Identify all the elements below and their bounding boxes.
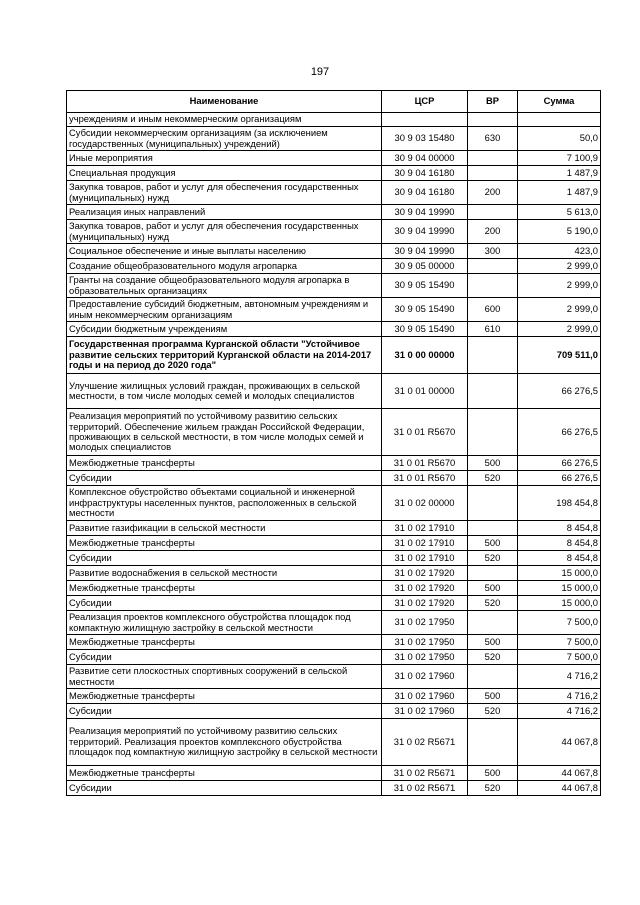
table-row bbox=[67, 566, 601, 581]
cell-name: Субсидии bbox=[67, 650, 382, 665]
cell-name: Субсидии bbox=[67, 596, 382, 611]
cell-sum: 4 716,2 bbox=[518, 665, 601, 689]
cell-sum: 7 500,0 bbox=[518, 611, 601, 635]
cell-name: Межбюджетные трансферты bbox=[67, 581, 382, 596]
cell-name: Государственная программа Курганской области "Устойчивое развитие сельских территорий Курганской области на 2014-2017 годы и на период до 2020 года" bbox=[67, 337, 382, 374]
table-row bbox=[67, 220, 601, 244]
table-row bbox=[67, 704, 601, 719]
cell-vr bbox=[468, 337, 518, 374]
cell-vr: 520 bbox=[468, 704, 518, 719]
cell-vr bbox=[468, 205, 518, 220]
cell-csr: 31 0 02 17920 bbox=[382, 581, 468, 596]
cell-sum: 66 276,5 bbox=[518, 471, 601, 486]
cell-csr: 30 9 04 19990 bbox=[382, 205, 468, 220]
table-row bbox=[67, 689, 601, 704]
cell-name: Реализация мероприятий по устойчивому развитию сельских территорий. Обеспечение жильем граждан Российской Федерации, проживающих в сельской местности, в том числе молодых семей и молодых специалистов bbox=[67, 409, 382, 456]
cell-vr: 500 bbox=[468, 581, 518, 596]
cell-csr: 30 9 05 15490 bbox=[382, 322, 468, 337]
table-header-row bbox=[67, 91, 601, 113]
cell-sum: 15 000,0 bbox=[518, 581, 601, 596]
cell-sum: 423,0 bbox=[518, 244, 601, 259]
cell-csr: 31 0 01 00000 bbox=[382, 374, 468, 409]
cell-vr bbox=[468, 374, 518, 409]
cell-csr: 30 9 05 15490 bbox=[382, 274, 468, 298]
table-row bbox=[67, 259, 601, 274]
table-row bbox=[67, 322, 601, 337]
cell-vr bbox=[468, 486, 518, 521]
table-row bbox=[67, 665, 601, 689]
cell-name: Закупка товаров, работ и услуг для обеспечения государственных (муниципальных) нужд bbox=[67, 181, 382, 205]
cell-vr: 520 bbox=[468, 471, 518, 486]
cell-csr: 31 0 02 00000 bbox=[382, 486, 468, 521]
cell-name: Предоставление субсидий бюджетным, автономным учреждениям и иным некоммерческим организациям bbox=[67, 298, 382, 322]
cell-name: Межбюджетные трансферты bbox=[67, 766, 382, 781]
cell-sum: 50,0 bbox=[518, 127, 601, 151]
cell-vr bbox=[468, 409, 518, 456]
cell-vr: 630 bbox=[468, 127, 518, 151]
cell-sum: 1 487,9 bbox=[518, 166, 601, 181]
header-sum: Сумма bbox=[518, 91, 601, 113]
cell-name: Субсидии bbox=[67, 781, 382, 796]
cell-name: Комплексное обустройство объектами социальной и инженерной инфраструктуры населенных пунктов, расположенных в сельской местности bbox=[67, 486, 382, 521]
cell-name: Реализация мероприятий по устойчивому развитию сельских территорий. Реализация проектов комплексного обустройства площадок под компактную жилищную застройку в сельской местности bbox=[67, 719, 382, 766]
cell-name: Субсидии bbox=[67, 471, 382, 486]
cell-csr: 31 0 02 R5671 bbox=[382, 719, 468, 766]
cell-sum: 8 454,8 bbox=[518, 536, 601, 551]
budget-table bbox=[66, 90, 601, 796]
cell-sum: 15 000,0 bbox=[518, 596, 601, 611]
table-row bbox=[67, 611, 601, 635]
table-row bbox=[67, 719, 601, 766]
cell-csr: 31 0 01 R5670 bbox=[382, 471, 468, 486]
table-row bbox=[67, 274, 601, 298]
cell-csr: 30 9 04 19990 bbox=[382, 244, 468, 259]
cell-sum: 44 067,8 bbox=[518, 766, 601, 781]
cell-name: Развитие водоснабжения в сельской местности bbox=[67, 566, 382, 581]
cell-sum: 15 000,0 bbox=[518, 566, 601, 581]
table-row bbox=[67, 596, 601, 611]
cell-csr: 31 0 02 17920 bbox=[382, 596, 468, 611]
table-row bbox=[67, 471, 601, 486]
cell-name: Межбюджетные трансферты bbox=[67, 689, 382, 704]
cell-vr bbox=[468, 259, 518, 274]
cell-name: Гранты на создание общеобразовательного модуля агропарка в образовательных организациях bbox=[67, 274, 382, 298]
cell-name: Субсидии некоммерческим организациям (за исключением государственных (муниципальных) учреждений) bbox=[67, 127, 382, 151]
cell-vr bbox=[468, 665, 518, 689]
table-row bbox=[67, 374, 601, 409]
cell-csr: 31 0 00 00000 bbox=[382, 337, 468, 374]
cell-csr: 30 9 03 15480 bbox=[382, 127, 468, 151]
header-name: Наименование bbox=[67, 91, 382, 113]
cell-vr: 520 bbox=[468, 596, 518, 611]
cell-csr: 31 0 02 R5671 bbox=[382, 766, 468, 781]
cell-csr: 31 0 02 17920 bbox=[382, 566, 468, 581]
cell-sum: 8 454,8 bbox=[518, 551, 601, 566]
cell-vr bbox=[468, 166, 518, 181]
cell-name: Создание общеобразовательного модуля агропарка bbox=[67, 259, 382, 274]
cell-vr: 600 bbox=[468, 298, 518, 322]
cell-csr: 31 0 02 17950 bbox=[382, 611, 468, 635]
cell-sum: 5 190,0 bbox=[518, 220, 601, 244]
cell-sum: 66 276,5 bbox=[518, 409, 601, 456]
cell-vr bbox=[468, 566, 518, 581]
table-row bbox=[67, 650, 601, 665]
cell-vr bbox=[468, 521, 518, 536]
cell-sum: 7 100,9 bbox=[518, 151, 601, 166]
cell-sum: 2 999,0 bbox=[518, 322, 601, 337]
table-row bbox=[67, 581, 601, 596]
table-row bbox=[67, 181, 601, 205]
cell-name: Иные мероприятия bbox=[67, 151, 382, 166]
cell-vr: 520 bbox=[468, 650, 518, 665]
cell-vr: 500 bbox=[468, 536, 518, 551]
cell-vr: 520 bbox=[468, 781, 518, 796]
cell-csr: 31 0 02 17910 bbox=[382, 536, 468, 551]
cell-name: Развитие сети плоскостных спортивных сооружений в сельской местности bbox=[67, 665, 382, 689]
cell-sum: 44 067,8 bbox=[518, 781, 601, 796]
cell-vr: 500 bbox=[468, 456, 518, 471]
page-number: 197 bbox=[310, 66, 330, 78]
cell-csr bbox=[382, 113, 468, 127]
table-row bbox=[67, 127, 601, 151]
cell-csr: 31 0 02 17950 bbox=[382, 650, 468, 665]
cell-name: Межбюджетные трансферты bbox=[67, 536, 382, 551]
cell-name: учреждениям и иным некоммерческим организациям bbox=[67, 113, 382, 127]
cell-csr: 31 0 02 R5671 bbox=[382, 781, 468, 796]
table-row bbox=[67, 113, 601, 127]
cell-sum bbox=[518, 113, 601, 127]
cell-sum: 8 454,8 bbox=[518, 521, 601, 536]
cell-csr: 31 0 02 17960 bbox=[382, 689, 468, 704]
cell-name: Субсидии bbox=[67, 704, 382, 719]
cell-csr: 30 9 04 00000 bbox=[382, 151, 468, 166]
cell-name: Закупка товаров, работ и услуг для обеспечения государственных (муниципальных) нужд bbox=[67, 220, 382, 244]
table-row bbox=[67, 551, 601, 566]
cell-sum: 2 999,0 bbox=[518, 259, 601, 274]
cell-sum: 2 999,0 bbox=[518, 298, 601, 322]
cell-vr: 500 bbox=[468, 689, 518, 704]
cell-name: Реализация иных направлений bbox=[67, 205, 382, 220]
cell-vr: 200 bbox=[468, 220, 518, 244]
table-body bbox=[67, 113, 601, 796]
cell-csr: 31 0 02 17950 bbox=[382, 635, 468, 650]
cell-vr: 300 bbox=[468, 244, 518, 259]
table-row bbox=[67, 456, 601, 471]
header-csr: ЦСР bbox=[382, 91, 468, 113]
cell-sum: 2 999,0 bbox=[518, 274, 601, 298]
cell-vr: 610 bbox=[468, 322, 518, 337]
cell-csr: 30 9 05 15490 bbox=[382, 298, 468, 322]
header-vr: ВР bbox=[468, 91, 518, 113]
cell-vr: 520 bbox=[468, 551, 518, 566]
table-row bbox=[67, 151, 601, 166]
cell-csr: 31 0 01 R5670 bbox=[382, 409, 468, 456]
table-row bbox=[67, 205, 601, 220]
cell-name: Специальная продукция bbox=[67, 166, 382, 181]
table-row bbox=[67, 337, 601, 374]
cell-sum: 7 500,0 bbox=[518, 635, 601, 650]
cell-sum: 44 067,8 bbox=[518, 719, 601, 766]
cell-csr: 30 9 05 00000 bbox=[382, 259, 468, 274]
cell-csr: 30 9 04 16180 bbox=[382, 166, 468, 181]
cell-csr: 31 0 02 17960 bbox=[382, 665, 468, 689]
cell-csr: 30 9 04 16180 bbox=[382, 181, 468, 205]
cell-name: Субсидии бюджетным учреждениям bbox=[67, 322, 382, 337]
table-row bbox=[67, 521, 601, 536]
cell-vr: 200 bbox=[468, 181, 518, 205]
cell-sum: 4 716,2 bbox=[518, 704, 601, 719]
table-row bbox=[67, 781, 601, 796]
cell-name: Субсидии bbox=[67, 551, 382, 566]
cell-csr: 31 0 01 R5670 bbox=[382, 456, 468, 471]
cell-sum: 66 276,5 bbox=[518, 374, 601, 409]
cell-csr: 31 0 02 17910 bbox=[382, 551, 468, 566]
cell-vr bbox=[468, 611, 518, 635]
cell-csr: 31 0 02 17910 bbox=[382, 521, 468, 536]
cell-sum: 5 613,0 bbox=[518, 205, 601, 220]
table-row bbox=[67, 298, 601, 322]
cell-vr bbox=[468, 151, 518, 166]
cell-sum: 4 716,2 bbox=[518, 689, 601, 704]
table-row bbox=[67, 536, 601, 551]
table-row bbox=[67, 166, 601, 181]
cell-vr bbox=[468, 274, 518, 298]
cell-sum: 7 500,0 bbox=[518, 650, 601, 665]
cell-vr bbox=[468, 719, 518, 766]
cell-vr: 500 bbox=[468, 766, 518, 781]
cell-sum: 709 511,0 bbox=[518, 337, 601, 374]
cell-vr: 500 bbox=[468, 635, 518, 650]
table-row bbox=[67, 486, 601, 521]
cell-csr: 31 0 02 17960 bbox=[382, 704, 468, 719]
table-row bbox=[67, 409, 601, 456]
cell-csr: 30 9 04 19990 bbox=[382, 220, 468, 244]
cell-sum: 198 454,8 bbox=[518, 486, 601, 521]
cell-sum: 1 487,9 bbox=[518, 181, 601, 205]
cell-vr bbox=[468, 113, 518, 127]
cell-name: Межбюджетные трансферты bbox=[67, 635, 382, 650]
cell-name: Развитие газификации в сельской местности bbox=[67, 521, 382, 536]
cell-name: Социальное обеспечение и иные выплаты населению bbox=[67, 244, 382, 259]
cell-name: Реализация проектов комплексного обустройства площадок под компактную жилищную застройку в сельской местности bbox=[67, 611, 382, 635]
cell-name: Улучшение жилищных условий граждан, проживающих в сельской местности, в том числе молодых семей и молодых специалистов bbox=[67, 374, 382, 409]
cell-sum: 66 276,5 bbox=[518, 456, 601, 471]
cell-name: Межбюджетные трансферты bbox=[67, 456, 382, 471]
table-row bbox=[67, 766, 601, 781]
table-row bbox=[67, 244, 601, 259]
table-row bbox=[67, 635, 601, 650]
